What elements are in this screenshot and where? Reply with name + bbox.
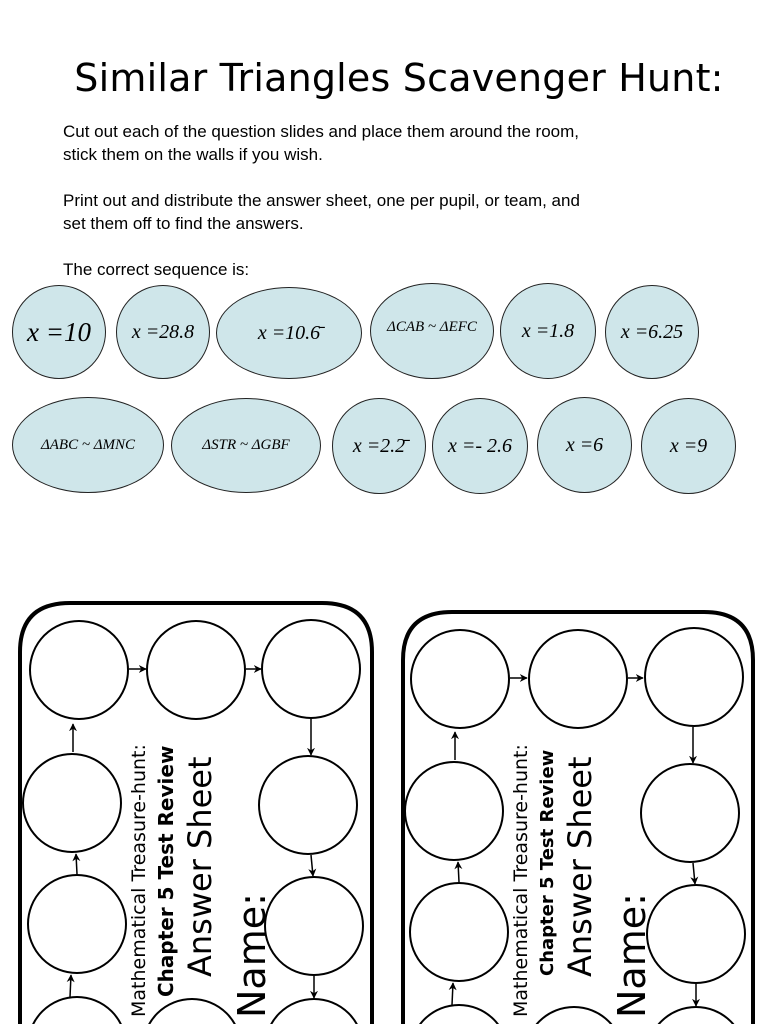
answer-circle xyxy=(410,883,508,981)
sequence-label: The correct sequence is: xyxy=(63,260,250,279)
arrow xyxy=(693,863,695,884)
answer-circle xyxy=(647,1007,745,1024)
sheet-line-2: Chapter 5 Test Review xyxy=(537,749,558,976)
sequence-oval: x =2.2̄ xyxy=(332,398,426,494)
answer-circle xyxy=(641,764,739,862)
answer-circle xyxy=(525,1007,623,1024)
instruction-line: Print out and distribute the answer sheet, one per pupil, or team, and xyxy=(63,191,580,210)
sheet-line-2: Chapter 5 Test Review xyxy=(154,745,178,997)
answer-circle xyxy=(529,630,627,728)
answer-circle xyxy=(647,885,745,983)
sequence-oval: x =9 xyxy=(641,398,736,494)
answer-circle xyxy=(410,1005,508,1024)
sheet-line-3: Answer Sheet xyxy=(181,756,219,977)
sheet-line-3: Answer Sheet xyxy=(561,756,599,977)
answer-circle xyxy=(405,762,503,860)
arrow xyxy=(452,983,453,1005)
instruction-line: set them off to find the answers. xyxy=(63,214,304,233)
answer-circle xyxy=(411,630,509,728)
instruction-line: stick them on the walls if you wish. xyxy=(63,145,323,164)
page-title: Similar Triangles Scavenger Hunt: xyxy=(74,56,724,100)
sequence-oval: x =1.8 xyxy=(500,283,596,379)
sheet-line-1: Mathematical Treasure-hunt: xyxy=(510,744,532,1017)
sheet-line-1: Mathematical Treasure-hunt: xyxy=(128,744,150,1017)
sequence-oval: x =28.8 xyxy=(116,285,210,379)
sequence-oval: ΔSTR ~ ΔGBF xyxy=(171,398,321,493)
sheet-line-4: Name: xyxy=(230,893,274,1018)
sequence-oval: x =- 2.6 xyxy=(432,398,528,494)
instruction-line: Cut out each of the question slides and place them around the room, xyxy=(63,122,579,141)
arrow xyxy=(458,862,459,882)
sequence-oval: x =10 xyxy=(12,285,106,379)
sequence-oval: x =6.25 xyxy=(605,285,699,379)
sequence-oval: ΔABC ~ ΔMNC xyxy=(12,397,164,493)
sequence-oval: x =6 xyxy=(537,397,632,493)
sheet-line-4: Name: xyxy=(610,893,654,1018)
sequence-oval: x =10.6̄ xyxy=(216,287,362,379)
sequence-oval: ΔCAB ~ ΔEFC xyxy=(370,283,494,379)
answer-circle xyxy=(645,628,743,726)
